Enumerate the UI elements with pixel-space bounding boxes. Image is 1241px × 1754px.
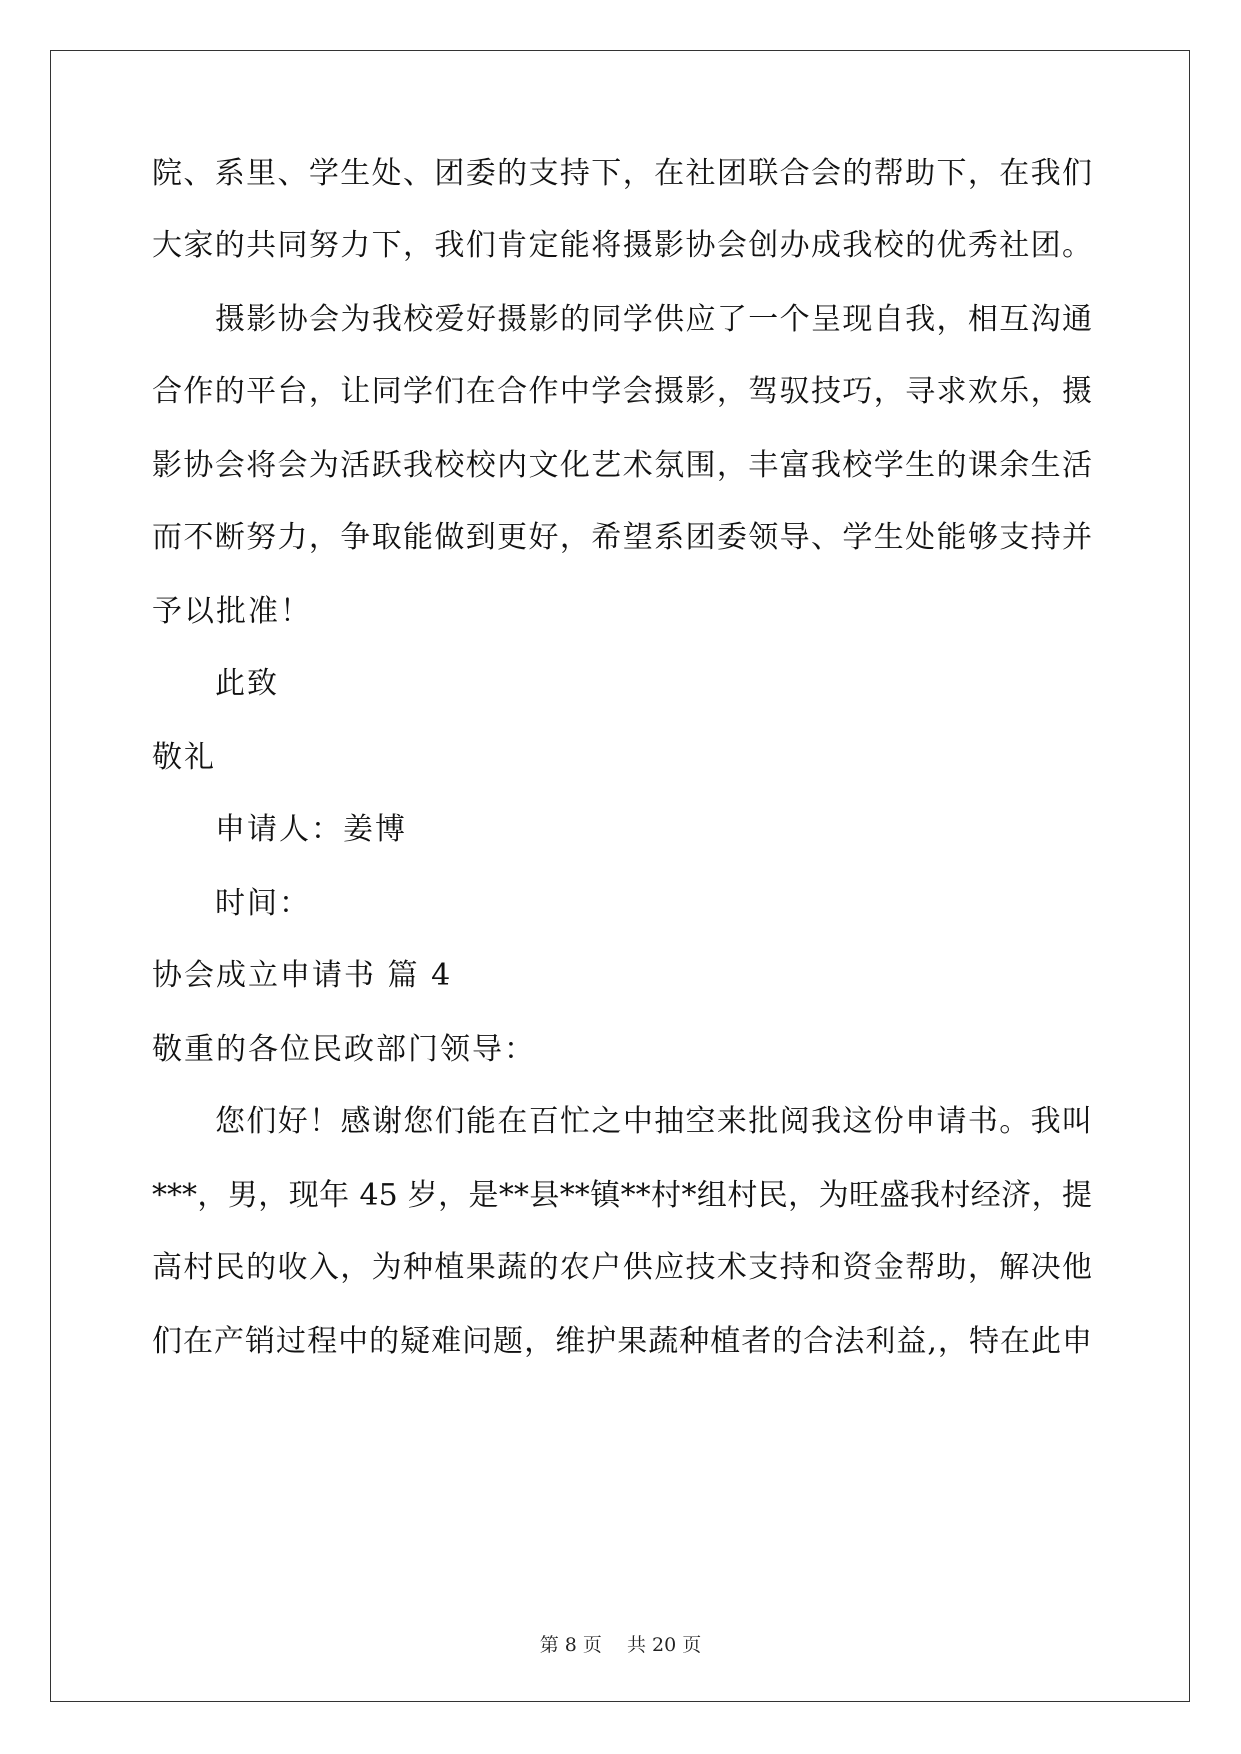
page-border [50,50,1190,1702]
letter-greeting: 敬重的各位民政部门领导： [152,1032,536,1067]
paragraph-line: 摄影协会为我校爱好摄影的同学供应了一个呈现自我，相互沟通 [215,302,1092,337]
date-line: 时间： [215,886,311,921]
closing-salutation: 此致 [215,666,279,701]
applicant-line: 申请人：姜博 [215,812,407,847]
paragraph-line: 予以批准！ [152,594,312,629]
closing-regards: 敬礼 [152,740,216,775]
paragraph-line: 影协会将会为活跃我校校内文化艺术氛围，丰富我校学生的课余生活 [152,448,1092,483]
paragraph-line: 高村民的收入，为种植果蔬的农户供应技术支持和资金帮助，解决他 [152,1250,1092,1285]
paragraph-line: 合作的平台，让同学们在合作中学会摄影，驾驭技巧，寻求欢乐，摄 [152,374,1092,409]
paragraph-line: 大家的共同努力下，我们肯定能将摄影协会创办成我校的优秀社团。 [152,228,1092,263]
paragraph-line: 而不断努力，争取能做到更好，希望系团委领导、学生处能够支持并 [152,520,1092,555]
paragraph-line: 您们好！感谢您们能在百忙之中抽空来批阅我这份申请书。我叫 [215,1104,1092,1139]
section-heading: 协会成立申请书 篇 4 [152,958,453,993]
page-number-footer: 第 8 页 共 20 页 [539,1634,702,1656]
paragraph-line: 们在产销过程中的疑难问题，维护果蔬种植者的合法利益,，特在此申 [152,1324,1092,1359]
paragraph-line: ***，男，现年 45 岁，是**县**镇**村*组村民，为旺盛我村经济，提 [152,1178,1092,1213]
paragraph-line: 院、系里、学生处、团委的支持下，在社团联合会的帮助下，在我们 [152,156,1092,191]
